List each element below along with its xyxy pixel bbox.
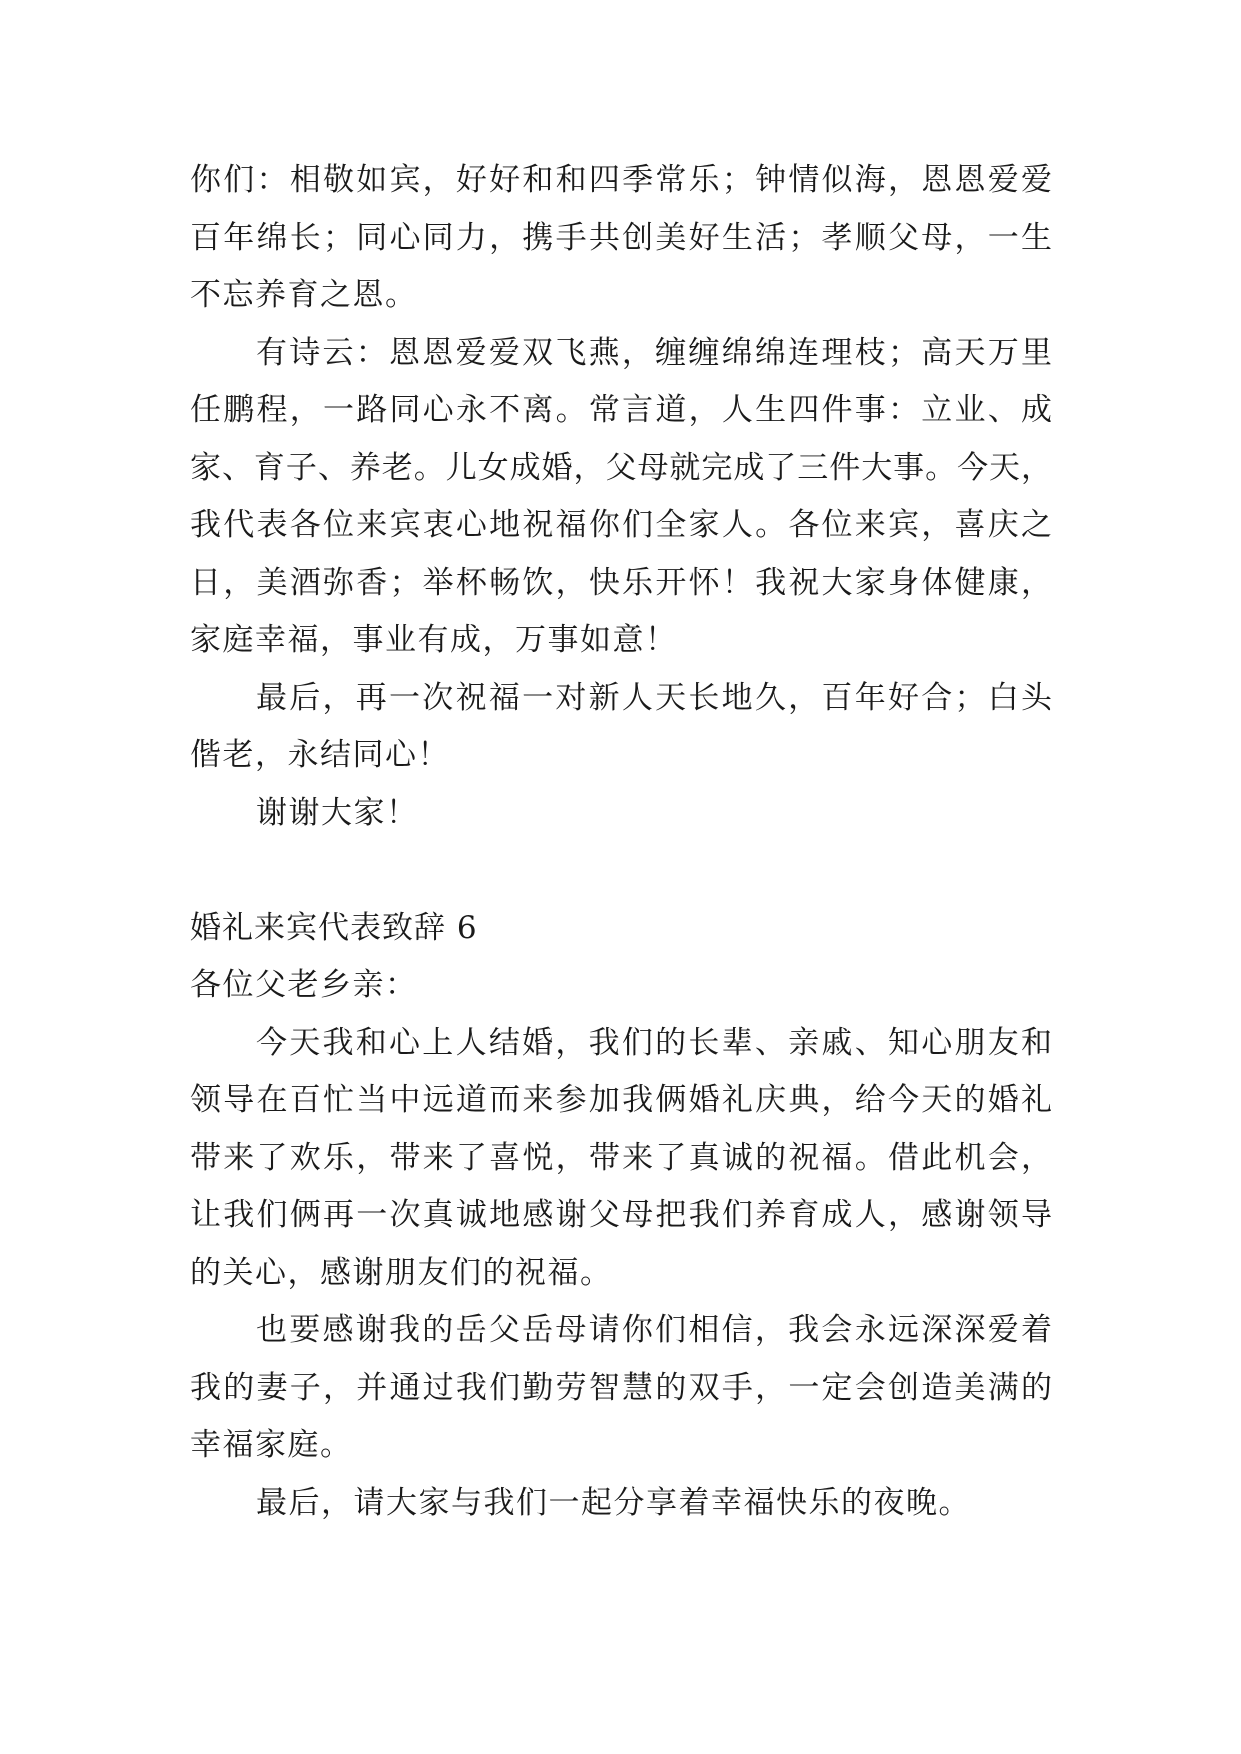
paragraph-line: 最后，再一次祝福一对新人天长地久，百年好合；白头: [256, 679, 1052, 716]
paragraph-line: 百年绵长；同心同力，携手共创美好生活；孝顺父母，一生: [190, 219, 1052, 256]
paragraph-line: 偕老，永结同心！: [190, 737, 450, 773]
salutation: 各位父老乡亲：: [190, 967, 418, 1003]
paragraph-line: 领导在百忙当中远道而来参加我俩婚礼庆典，给今天的婚礼: [190, 1082, 1052, 1118]
paragraph-line: 任鹏程，一路同心永不离。常言道，人生四件事：立业、成: [190, 392, 1052, 428]
paragraph-line: 也要感谢我的岳父岳母请你们相信，我会永远深深爱着: [256, 1312, 1052, 1348]
paragraph-line: 不忘养育之恩。: [190, 277, 418, 313]
paragraph-line: 让我们俩再一次真诚地感谢父母把我们养育成人，感谢领导: [190, 1197, 1052, 1233]
section-title: 婚礼来宾代表致辞 6: [190, 909, 478, 946]
paragraph-line: 你们：相敬如宾，好好和和四季常乐；钟情似海，恩恩爱爱: [190, 162, 1052, 198]
paragraph-line: 带来了欢乐，带来了喜悦，带来了真诚的祝福。借此机会，: [190, 1139, 1052, 1176]
paragraph-line: 日，美酒弥香；举杯畅饮，快乐开怀！我祝大家身体健康，: [190, 564, 1052, 601]
paragraph-line: 有诗云：恩恩爱爱双飞燕，缠缠绵绵连理枝；高天万里: [256, 334, 1052, 371]
paragraph-line: 幸福家庭。: [190, 1427, 353, 1463]
paragraph-line: 我的妻子，并通过我们勤劳智慧的双手，一定会创造美满的: [190, 1369, 1052, 1406]
section-gap: [190, 842, 1052, 900]
paragraph-line: 家庭幸福，事业有成，万事如意！: [190, 622, 678, 658]
document-page: [190, 152, 1052, 1532]
paragraph-line: 家、育子、养老。儿女成婚，父母就完成了三件大事。今天，: [190, 449, 1052, 486]
paragraph-line: 今天我和心上人结婚，我们的长辈、亲戚、知心朋友和: [256, 1024, 1052, 1061]
paragraph-line: 的关心，感谢朋友们的祝福。: [190, 1254, 613, 1291]
paragraph-line: 我代表各位来宾衷心地祝福你们全家人。各位来宾，喜庆之: [190, 507, 1052, 543]
paragraph-line: 最后，请大家与我们一起分享着幸福快乐的夜晚。: [256, 1484, 971, 1521]
closing-line: 谢谢大家！: [256, 794, 419, 831]
